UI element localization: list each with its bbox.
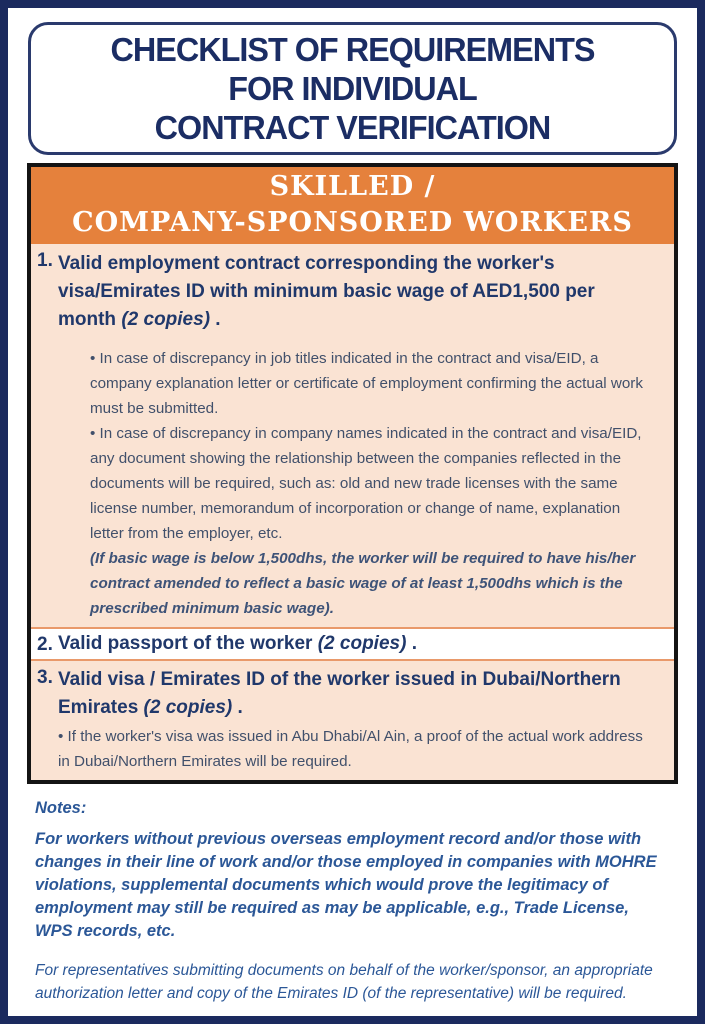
checklist-item-3 <box>31 661 674 780</box>
page-title-line-3: CONTRACT VERIFICATION <box>154 109 551 146</box>
item-3-heading-period: . <box>232 697 243 718</box>
notes-paragraph-1: For workers without previous overseas employment record and/or those with changes in their line of work and/or those employed in companies with MOHRE violations, supplemental documents which would prove the legitimacy of employment may still be required as may be applicable, e.g., Trade License, WPS records, etc. <box>35 830 657 940</box>
item-2-heading-period: . <box>406 633 417 654</box>
notes-section <box>8 784 697 1005</box>
checklist-item-1 <box>31 244 674 627</box>
checklist-table <box>27 163 678 784</box>
item-2-heading-text: Valid passport of the worker <box>58 633 318 654</box>
title-box <box>28 22 677 155</box>
item-1-heading <box>58 250 646 334</box>
page-title-line-1: CHECKLIST OF REQUIREMENTS <box>110 31 595 68</box>
item-1-copies-note: (2 copies) <box>121 309 211 330</box>
item-1-bullet-1: • In case of discrepancy in job titles indicated in the contract and visa/EID, a company explanation letter or certificate of employment confirming the actual work must be submitted. <box>90 350 643 417</box>
item-1-bullet-2: • In case of discrepancy in company names indicated in the contract and visa/EID, any document showing the relationship between the companies reflected in the documents will be required, such as: old and new trade licenses with the same license number, memorandum of incorporation or change of name, explanation letter from the employer, etc. <box>90 425 642 542</box>
item-2-number: 2. <box>37 634 53 655</box>
item-3-heading <box>58 666 646 722</box>
notes-paragraph-2: For representatives submitting documents on behalf of the worker/sponsor, an appropriate authorization letter and copy of the Emirates ID (of the representative) will be required. <box>35 962 653 1002</box>
item-3-bullet-1: • If the worker's visa was issued in Abu Dhabi/Al Ain, a proof of the actual work address in Dubai/Northern Emirates will be required. <box>58 728 643 770</box>
notes-label: Notes: <box>35 799 87 817</box>
table-header-line-1: SKILLED / <box>269 171 436 202</box>
item-3-details <box>58 724 646 774</box>
item-3-copies-note: (2 copies) <box>143 697 233 718</box>
item-1-heading-text: Valid employment contract corresponding the worker's visa/Emirates ID with minimum basic wage of AED1,500 per month <box>58 253 595 330</box>
checklist-item-2 <box>31 629 674 659</box>
item-1-wage-note: (If basic wage is below 1,500dhs, the worker will be required to have his/her contract amended to reflect a basic wage of at least 1,500dhs which is the prescribed minimum basic wage). <box>90 550 636 617</box>
table-header-line-2: COMPANY-SPONSORED WORKERS <box>72 207 633 238</box>
item-1-number: 1. <box>37 250 53 271</box>
item-1-heading-period: . <box>210 309 221 330</box>
page-title-line-2: FOR INDIVIDUAL <box>228 70 477 107</box>
item-1-details <box>90 346 646 621</box>
table-header <box>31 167 674 244</box>
item-3-number: 3. <box>37 667 53 688</box>
item-3-heading-text: Valid visa / Emirates ID of the worker issued in Dubai/Northern Emirates <box>58 669 621 718</box>
item-2-copies-note: (2 copies) <box>317 633 407 654</box>
item-2-heading <box>58 634 618 654</box>
